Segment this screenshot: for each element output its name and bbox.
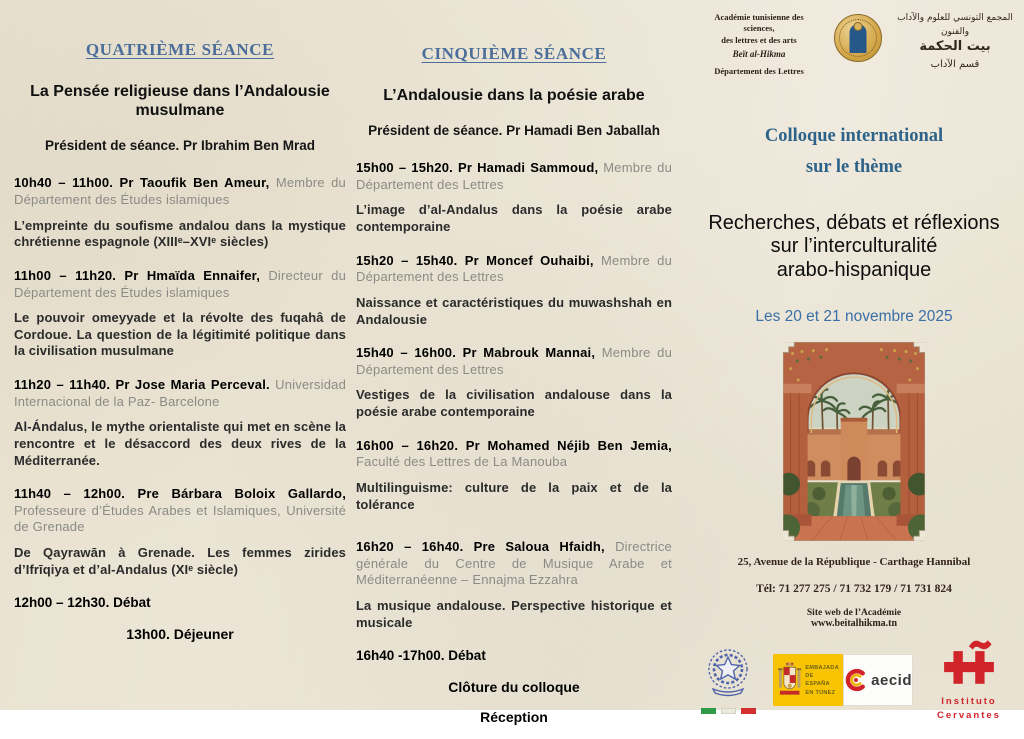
entry-header [14, 377, 346, 410]
entry-header [14, 486, 346, 536]
entry-speaker: Pre Bárbara Boloix Gallardo, [137, 486, 347, 502]
spain-embassy-logo [773, 654, 843, 706]
cervantes-wordmark [926, 695, 1012, 724]
entry-affiliation: Directrice générale du Centre de Musique Arabe et Méditerranéenne – Ennajma Ezzahra [356, 539, 672, 588]
entry-time: 16h20 – 16h40. [356, 539, 464, 555]
session-4-heading: QUATRIÈME SÉANCE [85, 40, 275, 59]
panel-session-4 [14, 0, 346, 656]
talk-title: La musique andalouse. Perspective historique et musicale [356, 598, 672, 630]
closing-line: Clôture du colloque [448, 679, 580, 696]
colloque-title [692, 121, 1016, 184]
entry-speaker: Pre Saloua Hfaidh, [473, 539, 605, 555]
website-url: www.beitalhikma.tn [810, 618, 898, 630]
academy-header [692, 10, 1016, 77]
academy-name-arabic [896, 12, 1014, 72]
italy-emblem-logo [696, 647, 760, 714]
spain-aecid-logos [773, 654, 913, 706]
flag-green-bar [701, 708, 716, 714]
entry-time: 15h40 – 16h00. [356, 345, 457, 361]
session-4-title: La Pensée religieuse dans l’Andalousie musulmane [30, 83, 330, 120]
entry-speaker: Pr Taoufik Ben Ameur, [119, 175, 270, 191]
cervantes-line-1: Instituto [941, 696, 997, 708]
italy-emblem-icon [703, 647, 753, 699]
entry-affiliation: Faculté des Lettres de La Manouba [356, 454, 568, 470]
entry-affiliation: Directeur du Département des Études islamiques [14, 267, 347, 300]
talk-title: Naissance et caractéristiques du muwashshah en Andalousie [356, 294, 672, 327]
website-label: Site web de l’Académie [806, 608, 902, 619]
entry-header [356, 539, 672, 589]
talk-title: Vestiges de la civilisation andalouse dans la poésie arabe contemporaine [356, 387, 672, 420]
cervantes-line-2: Cervantes [937, 710, 1001, 722]
theme-title [692, 212, 1016, 282]
debate-line: 16h40 -17h00. Débat [356, 648, 486, 664]
entry-speaker: Pr Hmaïda Ennaifer, [124, 267, 261, 283]
entry-time: 16h00 – 16h20. [356, 437, 459, 453]
entry-header [14, 175, 346, 208]
entry-speaker: Pr Jose Maria Perceval. [115, 377, 270, 392]
spain-text-line-1: EMBAJADA [805, 664, 839, 671]
entry-header [356, 345, 672, 378]
arabic-line-2: بيت الحكمة [919, 39, 991, 54]
entry-time: 11h40 – 12h00. [14, 486, 126, 502]
spain-embassy-text [805, 664, 839, 697]
partner-logos [692, 637, 1016, 724]
entry-speaker: Pr Mohamed Néjib Ben Jemia, [465, 437, 672, 453]
spain-text-line-2: DE ESPAÑA [805, 673, 830, 688]
entry-time: 15h00 – 15h20. [356, 160, 453, 176]
entry-time: 11h00 – 11h20. [14, 267, 117, 283]
talk-title: L’empreinte du soufisme andalou dans la mystique chrétienne espagnole (XIIIᵉ–XVIᵉ siècles) [14, 217, 346, 250]
entry-header [14, 268, 346, 301]
entry-header [356, 160, 672, 193]
academy-seal-icon [834, 14, 882, 62]
flag-white-bar [721, 708, 736, 714]
arabic-line-1: المجمع التونسي للعلوم والآداب والفنون [897, 13, 1013, 37]
entry-time: 15h20 – 15h40. [356, 252, 458, 268]
entry-header [356, 253, 672, 286]
entry-affiliation: Professeure d’Études Arabes et Islamiques, Université de Grenade [14, 502, 346, 535]
talk-title: De Qayrawān à Grenade. Les femmes zirides d’Ifrīqiya et d’al-Andalus (XIᵉ siècle) [14, 545, 346, 577]
session-5-title: L’Andalousie dans la poésie arabe [383, 87, 645, 104]
colloque-line-1: Colloque international [764, 126, 944, 147]
colloque-line-2: sur le thème [805, 157, 903, 178]
aecid-wordmark: aecid [871, 671, 912, 689]
lunch-line: 13h00. Déjeuner [126, 626, 234, 643]
event-dates: Les 20 et 21 novembre 2025 [755, 308, 953, 326]
session-5-chair: Président de séance. Pr Hamadi Ben Jaballah [368, 123, 660, 139]
cervantes-n-icon [941, 637, 997, 687]
seal-medallion [854, 22, 863, 31]
aecid-logo [843, 654, 913, 706]
entry-speaker: Pr Hamadi Sammoud, [457, 160, 599, 176]
theme-line-3: arabo-hispanique [776, 258, 932, 281]
academy-line-1: Académie tunisienne des sciences, [714, 12, 804, 34]
session-5-heading: CINQUIÈME SÉANCE [421, 44, 607, 63]
courtyard-painting-image [783, 342, 925, 541]
entry-affiliation: Universidad Internacional de la Paz- Barcelone [14, 377, 346, 409]
entry-affiliation: Membre du Département des Lettres [356, 252, 672, 285]
academy-beit-al-hikma: Beït al-Hikma [732, 49, 786, 60]
spain-coat-of-arms-icon [777, 661, 802, 699]
courtyard-painting [692, 342, 1016, 546]
entry-time: 11h20 – 11h40. [14, 377, 111, 392]
talk-title: Multilinguisme: culture de la paix et de la tolérance [356, 479, 672, 512]
entry-header [356, 438, 672, 471]
session-4-chair: Président de séance. Pr Ibrahim Ben Mrad [44, 138, 316, 154]
theme-line-1: Recherches, débats et réflexions [708, 211, 1000, 234]
entry-speaker: Pr Moncef Ouhaibi, [464, 252, 594, 268]
theme-line-2: sur l’interculturalité [770, 235, 938, 258]
academy-department: Département des Lettres [714, 65, 804, 76]
panel-session-5 [356, 0, 672, 739]
address-line: 25, Avenue de la République - Carthage Hannibal [737, 556, 971, 569]
academy-name-fr [698, 12, 820, 77]
academy-line-2: des lettres et des arts [721, 34, 797, 45]
website-block [692, 608, 1016, 629]
talk-title: Le pouvoir omeyyade et la révolte des fuqahâ de Cordoue. La question de la légitimité politique dans la civilisation musulmane [14, 310, 346, 359]
flag-red-bar [741, 708, 756, 714]
entry-affiliation: Membre du Département des Lettres [356, 160, 673, 192]
spain-text-line-3: EN TÚNEZ [805, 689, 836, 696]
entry-affiliation: Membre du Département des Études islamiques [14, 175, 346, 207]
debate-line: 12h00 – 12h30. Débat [14, 595, 151, 611]
talk-title: Al-Ándalus, le mythe orientaliste qui met en scène la rencontre et le désaccord des deux rives de la Méditerranée. [14, 419, 346, 468]
entry-time: 10h40 – 11h00. [14, 175, 114, 191]
italy-flag-strip [696, 708, 760, 714]
cervantes-logo [926, 637, 1012, 724]
panel-cover [692, 0, 1016, 724]
reception-line: Réception [480, 709, 548, 726]
arabic-line-3: قسم الآداب [930, 58, 980, 70]
talk-title: L’image d’al-Andalus dans la poésie arabe contemporaine [356, 202, 672, 235]
entry-affiliation: Membre du Département des Lettres [356, 345, 672, 377]
entry-speaker: Pr Mabrouk Mannai, [462, 345, 596, 361]
phone-line: Tél: 71 277 275 / 71 732 179 / 71 731 824 [756, 583, 952, 596]
aecid-c-icon [844, 668, 867, 692]
